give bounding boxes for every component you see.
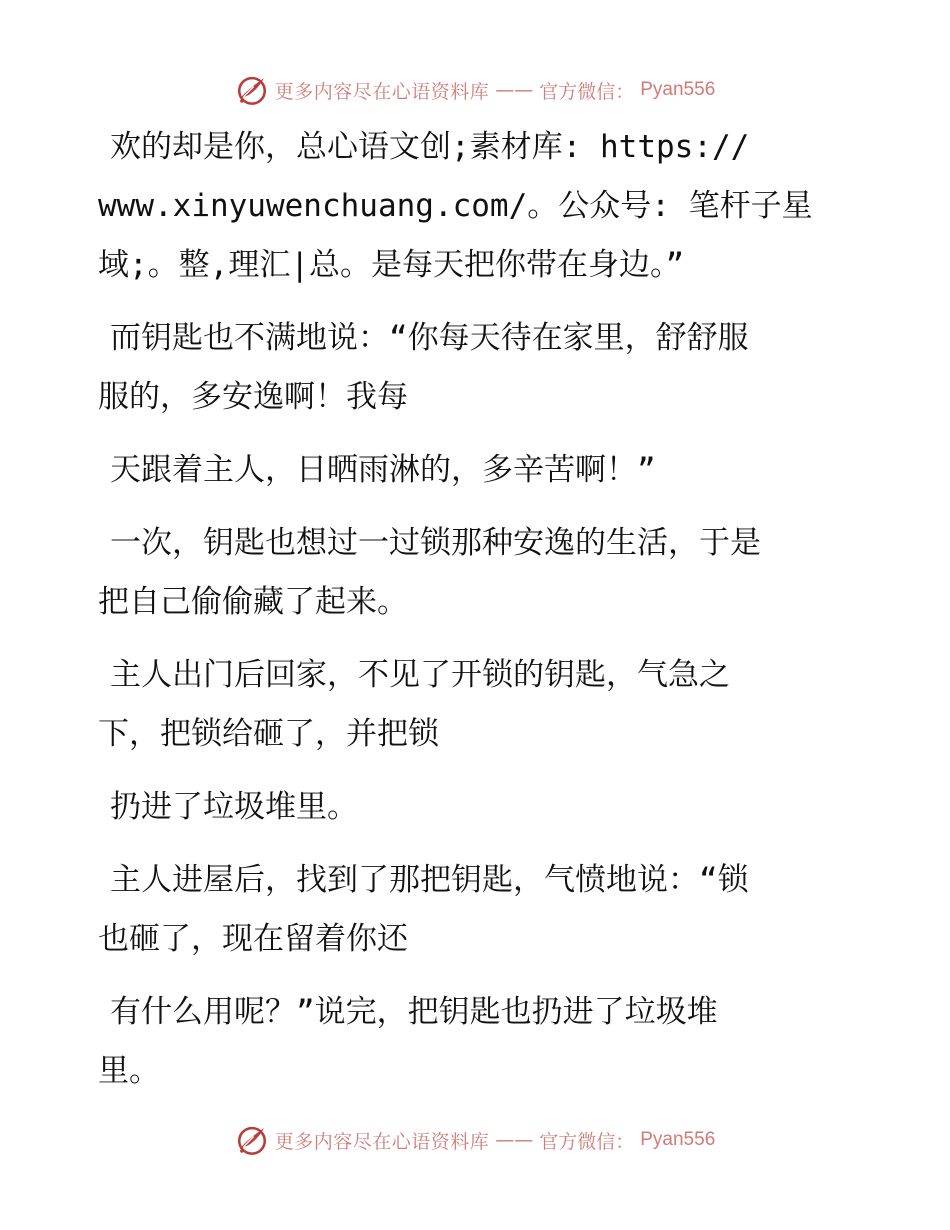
header-site-text: 更多内容尽在心语资料库: [274, 80, 490, 103]
header-wechat-id: Pyan556: [640, 79, 716, 100]
header-separator: ——: [495, 79, 534, 101]
quill-pen-logo-icon: [235, 1123, 269, 1157]
paragraph-7: 主人进屋后，找到了那把钥匙，气愤地说：“锁 也砸了，现在留着你还: [98, 862, 749, 957]
paragraph-3: 天跟着主人，日晒雨淋的，多辛苦啊！”: [110, 452, 656, 488]
paragraph-8: 有什么用呢？”说完，把钥匙也扔进了垃圾堆 里。: [98, 994, 718, 1089]
quill-pen-logo-icon: [235, 73, 269, 107]
paragraph-4: 一次，钥匙也想过一过锁那种安逸的生活，于是 把自己偷偷藏了起来。: [98, 525, 761, 620]
footer-site-text: 更多内容尽在心语资料库: [274, 1130, 490, 1153]
header-wechat-label: 官方微信：: [539, 80, 635, 103]
paragraph-1: 欢的却是你，总心语文创;素材库: https:// www.xinyuwenchuang.com/。公众号: 笔杆子星 域;。整,理汇|总。是每天把你带在身边。”: [98, 129, 813, 283]
footer-wechat-label: 官方微信：: [539, 1130, 635, 1153]
paragraph-6: 扔进了垃圾堆里。: [110, 789, 358, 825]
footer-wechat-id: Pyan556: [640, 1129, 716, 1150]
document-body: [98, 118, 838, 1101]
header-banner: [0, 70, 950, 110]
paragraph-2: 而钥匙也不满地说：“你每天待在家里，舒舒服 服的，多安逸啊！我每: [98, 320, 749, 415]
footer-banner: [0, 1120, 950, 1160]
paragraph-5: 主人出门后回家，不见了开锁的钥匙，气急之 下，把锁给砸了，并把锁: [98, 657, 730, 752]
footer-separator: ——: [495, 1129, 534, 1151]
